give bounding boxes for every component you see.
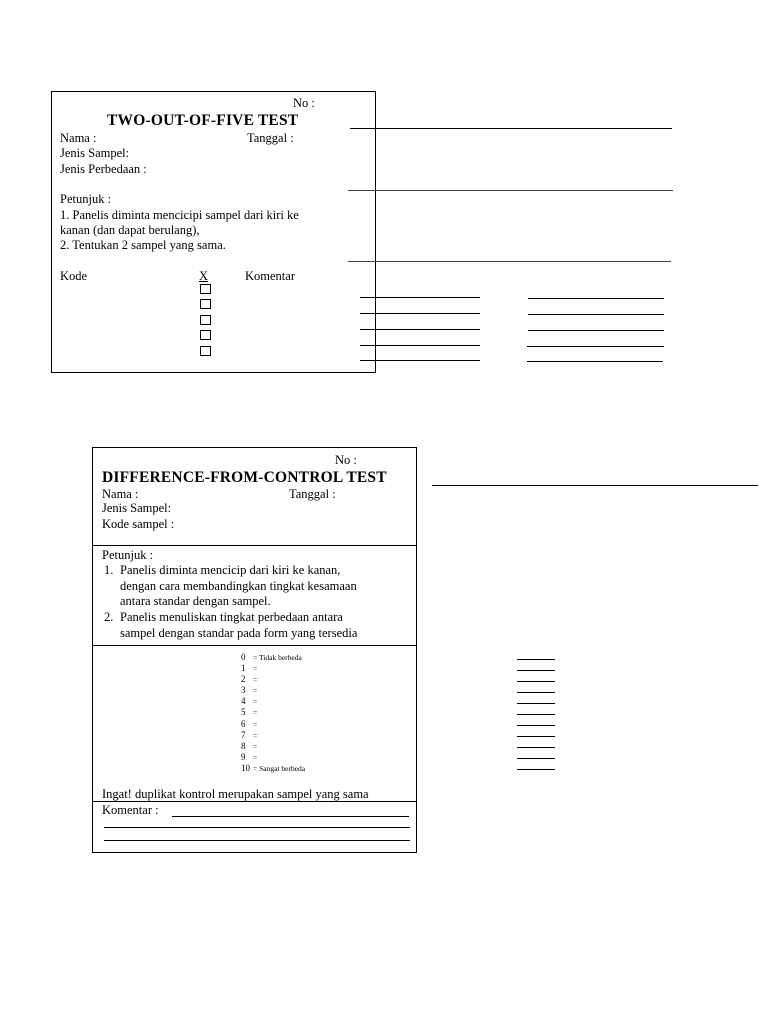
komentar-blank-line [527,361,663,362]
form2-jenis-sampel-label: Jenis Sampel: [102,501,172,515]
scale-row: 4 = [241,696,258,707]
form2-section-divider [92,801,417,802]
scale-row: 9 = [241,751,258,762]
sample-checkbox[interactable] [200,330,211,340]
form2-section-divider [92,645,417,646]
sample-checkbox[interactable] [200,346,211,356]
form1-no-label: No : [293,96,315,110]
form1-tanggal-label: Tanggal : [247,131,294,145]
komentar-blank-line [528,330,664,331]
scale-row: 0 = Tidak berbeda [241,652,302,662]
scale-row: 7 = [241,729,258,740]
scale-blank-line [517,659,555,660]
form2-title: DIFFERENCE-FROM-CONTROL TEST [102,469,387,486]
scale-blank-line [517,736,555,737]
scale-blank-line [517,747,555,748]
form1-nama-label: Nama : [60,131,97,145]
form2-instruction-line: Panelis diminta mencicip dari kiri ke kanan, [120,563,341,577]
kode-blank-line [360,297,480,298]
form2-instruction-line: dengan cara membandingkan tingkat kesamaan [120,579,357,593]
scale-blank-line [517,670,555,671]
komentar-blank-line [528,314,664,315]
sample-checkbox[interactable] [200,299,211,309]
scale-row: 2 = [241,674,258,685]
form2-reminder: Ingat! duplikat kontrol merupakan sampel yang sama [102,787,369,801]
form1-jenis-perbedaan-label: Jenis Perbedaan : [60,162,147,176]
form1-instruction-line: kanan (dan dapat berulang), [60,223,200,237]
form2-no-label: No : [335,453,357,467]
form2-petunjuk-label: Petunjuk : [102,548,154,562]
form2-instruction-line: Panelis menuliskan tingkat perbedaan antara [120,610,343,624]
scale-blank-line [517,703,555,704]
komentar-input-line[interactable] [104,827,410,828]
form2-instruction-number: 2. [104,610,114,624]
scale-blank-line [517,692,555,693]
form1-petunjuk-label: Petunjuk : [60,192,112,206]
form2-komentar-label: Komentar : [102,803,159,817]
form2-nama-label: Nama : [102,487,139,501]
form1-title: TWO-OUT-OF-FIVE TEST [107,112,299,129]
difference-scale [241,652,305,774]
scale-row: 1 = [241,663,258,674]
form1-blank-line [348,261,671,262]
form1-blank-line [348,190,673,191]
sample-checkbox[interactable] [200,284,211,294]
scale-blank-line [517,758,555,759]
kode-blank-line [360,345,480,346]
scale-blank-line [517,725,555,726]
form2-instruction-number: 1. [104,563,114,577]
komentar-input-line[interactable] [104,840,410,841]
form2-kode-sampel-label: Kode sampel : [102,517,175,531]
kode-blank-line [360,313,480,314]
form1-x-header: X [199,269,209,283]
form1-kode-header: Kode [60,269,88,283]
form1-blank-line [350,128,672,129]
scale-row: 5 = [241,707,258,718]
scale-row: 8 = [241,740,258,751]
form1-komentar-header: Komentar [245,269,295,283]
form1-instruction-line: 2. Tentukan 2 sampel yang sama. [60,238,226,252]
scale-blank-line [517,714,555,715]
scale-row: 3 = [241,685,258,696]
scale-row: 10 = Sangat berbeda [241,762,306,773]
komentar-input-line[interactable] [172,816,409,817]
komentar-blank-line [527,346,664,347]
komentar-blank-line [528,298,664,299]
form1-instruction-line: 1. Panelis diminta mencicipi sampel dari kiri ke [60,208,299,222]
form2-instruction-line: sampel dengan standar pada form yang tersedia [120,626,358,640]
form2-instruction-line: antara standar dengan sampel. [120,594,271,608]
kode-blank-line [360,329,480,330]
scale-row: 6 = [241,718,258,729]
kode-blank-line [360,360,480,361]
scale-blank-line [517,769,555,770]
scale-blank-line [517,681,555,682]
form2-section-divider [92,545,417,546]
form2-tanggal-label: Tanggal : [289,487,336,501]
form2-blank-line [432,485,758,486]
sample-checkbox[interactable] [200,315,211,325]
form1-jenis-sampel-label: Jenis Sampel: [60,146,130,160]
